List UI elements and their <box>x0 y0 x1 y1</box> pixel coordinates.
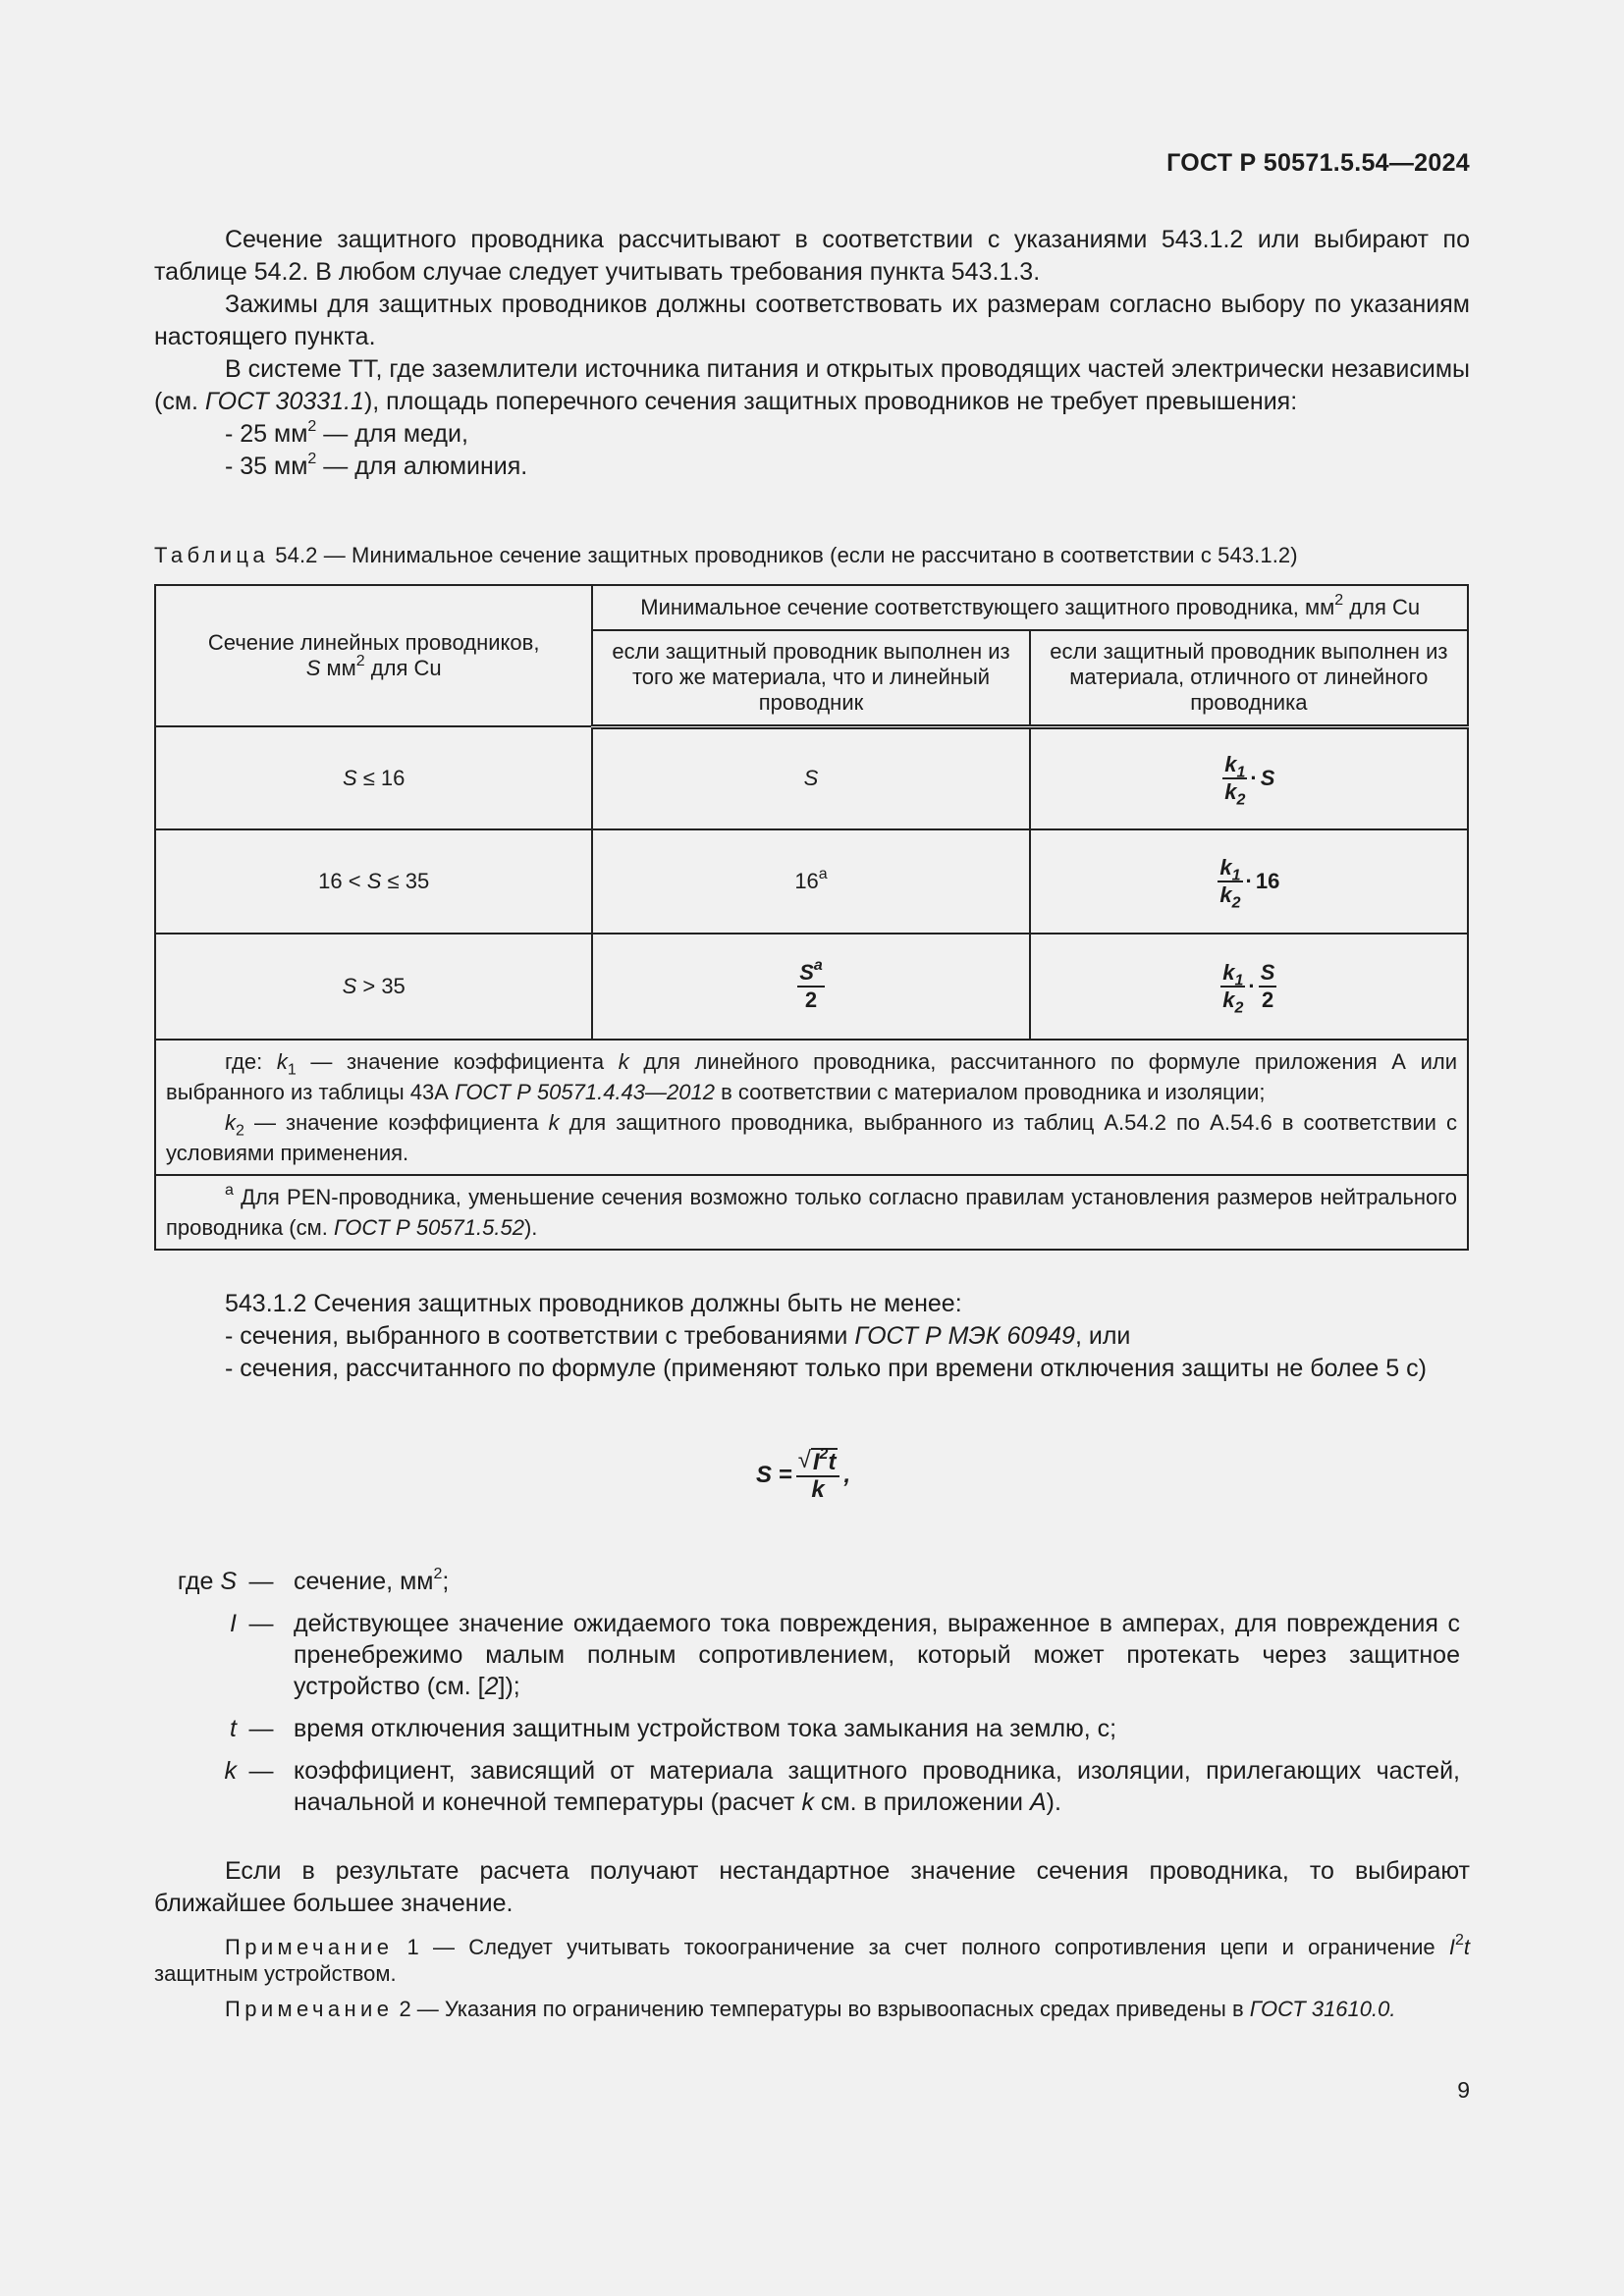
paragraph: 543.1.2 Сечения защитных проводников должны быть не менее: <box>225 1290 962 1317</box>
definition-row: t — время отключения защитным устройством тока замыкания на землю, с; <box>230 1715 1117 1742</box>
document-code: ГОСТ Р 50571.5.54—2024 <box>1166 149 1470 177</box>
section-text <box>154 1288 1470 1385</box>
notes <box>154 1931 1470 2031</box>
list-item: - 25 $мм^2$ — для меди, <box>225 417 468 448</box>
section-table <box>154 584 1469 1251</box>
table-row <box>155 934 1468 1040</box>
table-notes <box>155 1040 1468 1175</box>
note-k1: где: $k_1$ — значение коэффициента k для линейного проводника, рассчитанного по формуле приложения А или выбранного из таблицы 43А ГОСТ Р 50571.4.43—2012 в соответствии с материалом проводника и изоляции; <box>166 1049 1457 1104</box>
header-line-conductors: Сечение линейных проводников, S $мм^2$ для Cu <box>155 585 592 726</box>
cell-other: $\frac{k_1}{k_2}$ · $\frac{S}{2}$ <box>1030 934 1468 1040</box>
cell-other: $\frac{k_1}{k_2}$ · 16 <box>1030 829 1468 934</box>
cell-condition: S > 35 <box>155 934 592 1040</box>
table-notes-row <box>155 1040 1468 1175</box>
cell-same: 16$^a$ <box>592 829 1029 934</box>
cell-other: $\frac{k_1}{k_2}$ · S <box>1030 726 1468 829</box>
cell-condition: S ≤ 16 <box>155 726 592 829</box>
intro-text <box>154 224 1470 483</box>
cell-same: $\frac{S^a}{2}$ <box>592 934 1029 1040</box>
note-k2: $k_2$ — значение коэффициента k для защитного проводника, выбранного из таблиц А.54.2 по А.54.6 в соответствии с условиями применения. <box>166 1110 1457 1165</box>
table-row <box>155 726 1468 829</box>
paragraph: Сечение защитного проводника рассчитывают в соответствии с указаниями 543.1.2 или выбирают по таблице 54.2. В любом случае следует учитывать требования пункта 543.1.3. <box>154 226 1470 286</box>
definition-row: I — действующее значение ожидаемого тока повреждения, выраженное в амперах, для повреждения с пренебрежимо малым полным сопротивлением, который может протекать через защитное устройство (см. [2]); <box>230 1610 1460 1700</box>
table-footnote-row <box>155 1175 1468 1250</box>
header-same-material: если защитный проводник выполнен из того же материала, что и линейный проводник <box>592 630 1029 726</box>
header-other-material: если защитный проводник выполнен из материала, отличного от линейного проводника <box>1030 630 1468 726</box>
conclusion-text: Если в результате расчета получают нестандартное значение сечения проводника, то выбирают ближайшее большее значение. <box>154 1857 1470 1917</box>
list-item: - сечения, выбранного в соответствии с требованиями ГОСТ Р МЭК 60949, или <box>225 1322 1131 1350</box>
paragraph: Зажимы для защитных проводников должны соответствовать их размерам согласно выбору по указаниям настоящего пункта. <box>154 291 1470 350</box>
paragraph: В системе TT, где заземлители источника питания и открытых проводящих частей электрически независимы (см. ГОСТ 30331.1), площадь поперечного сечения защитных проводников не требует превышения: <box>154 355 1470 415</box>
note-2: Примечание 2 — Указания по ограничению температуры во взрывоопасных средах приведены в ГОСТ 31610.0. <box>225 1997 1396 2021</box>
list-item: - 35 $мм^2$ — для алюминия. <box>225 450 528 480</box>
page-number: 9 <box>1457 2077 1470 2103</box>
note-1: Примечание 1 — Следует учитывать токоограничение за счет полного сопротивления цепи и ограничение $I^2t$ защитным устройством. <box>154 1931 1470 1986</box>
cell-condition: 16 < S ≤ 35 <box>155 829 592 934</box>
table-footnote: $^a$ Для PEN-проводника, уменьшение сечения возможно только согласно правилам установления размеров нейтрального проводника (см. ГОСТ Р 50571.5.52). <box>155 1175 1468 1250</box>
table-row <box>155 829 1468 934</box>
definitions <box>154 1566 1470 1829</box>
definition-row: k — коэффициент, зависящий от материала защитного проводника, изоляции, прилегающих частей, начальной и конечной температуры (расчет k см. в приложении А). <box>224 1757 1460 1816</box>
definition-row: где S — сечение, $мм^2$; <box>177 1565 450 1595</box>
cell-same: S <box>592 726 1029 829</box>
table-caption: Таблица 54.2 — Минимальное сечение защитных проводников (если не рассчитано в соответствии с 543.1.2) <box>154 543 1298 567</box>
list-item: - сечения, рассчитанного по формуле (применяют только при времени отключения защиты не более 5 с) <box>225 1355 1427 1382</box>
formula: S = √ $I^2t$ k , <box>756 1446 851 1503</box>
header-min-section: Минимальное сечение соответствующего защитного проводника, $мм^2$ для Cu <box>592 585 1468 630</box>
